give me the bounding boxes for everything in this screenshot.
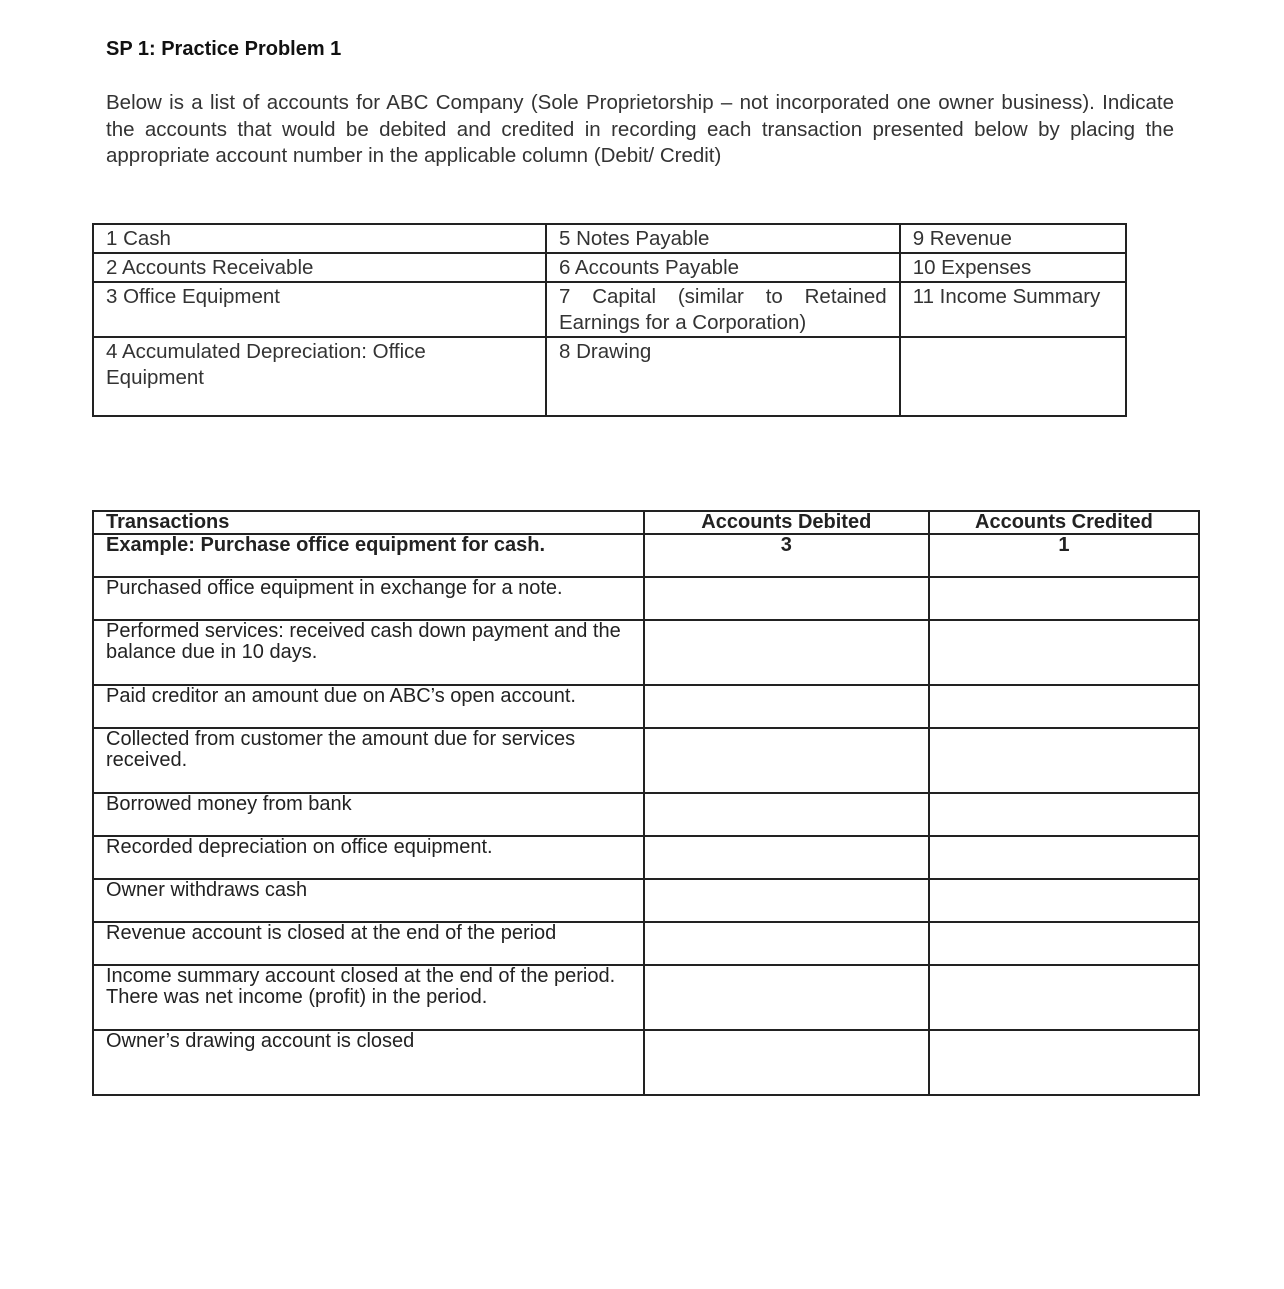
debit-answer-cell[interactable] xyxy=(644,965,929,1030)
accounts-debited-header: Accounts Debited xyxy=(644,511,929,534)
transaction-text: Purchased office equipment in exchange for a note. xyxy=(93,577,644,620)
account-5-cell: 5 Notes Payable xyxy=(546,224,900,253)
page-title: SP 1: Practice Problem 1 xyxy=(106,38,342,60)
account-6-cell: 6 Accounts Payable xyxy=(546,253,900,282)
account-1-cell: 1 Cash xyxy=(93,224,546,253)
transaction-text: Revenue account is closed at the end of the period xyxy=(93,922,644,965)
debit-answer-cell[interactable] xyxy=(644,685,929,728)
account-4-cell: 4 Accumulated Depreciation: Office Equipment xyxy=(93,337,546,416)
account-11-cell: 11 Income Summary xyxy=(900,282,1126,337)
account-2-cell: 2 Accounts Receivable xyxy=(93,253,546,282)
transaction-text: Owner’s drawing account is closed xyxy=(93,1030,644,1095)
credit-answer-cell[interactable] xyxy=(929,728,1199,793)
account-9-cell: 9 Revenue xyxy=(900,224,1126,253)
transaction-text: Owner withdraws cash xyxy=(93,879,644,922)
example-debit: 3 xyxy=(644,534,929,577)
debit-answer-cell[interactable] xyxy=(644,879,929,922)
transaction-text: Paid creditor an amount due on ABC’s open account. xyxy=(93,685,644,728)
accounts-credited-header: Accounts Credited xyxy=(929,511,1199,534)
credit-answer-cell[interactable] xyxy=(929,1030,1199,1095)
account-3-cell: 3 Office Equipment xyxy=(93,282,546,337)
credit-answer-cell[interactable] xyxy=(929,620,1199,685)
example-credit: 1 xyxy=(929,534,1199,577)
transaction-text: Income summary account closed at the end of the period. There was net income (profit) in the period. xyxy=(93,965,644,1030)
empty-account-cell xyxy=(900,337,1126,416)
credit-answer-cell[interactable] xyxy=(929,922,1199,965)
credit-answer-cell[interactable] xyxy=(929,577,1199,620)
instructions-paragraph: Below is a list of accounts for ABC Company (Sole Proprietorship – not incorporated one owner business). Indicate the accounts that would be debited and credited in recording each transaction presented below by placing the appropriate account number in the applicable column (Debit/ Credit) xyxy=(106,91,1174,167)
credit-answer-cell[interactable] xyxy=(929,879,1199,922)
credit-answer-cell[interactable] xyxy=(929,685,1199,728)
credit-answer-cell[interactable] xyxy=(929,965,1199,1030)
debit-answer-cell[interactable] xyxy=(644,620,929,685)
transaction-text: Collected from customer the amount due for services received. xyxy=(93,728,644,793)
credit-answer-cell[interactable] xyxy=(929,793,1199,836)
credit-answer-cell[interactable] xyxy=(929,836,1199,879)
account-7-cell: 7 Capital (similar to Retained Earnings for a Corporation) xyxy=(546,282,900,337)
account-8-cell: 8 Drawing xyxy=(546,337,900,416)
accounts-list-table xyxy=(92,223,1127,417)
debit-answer-cell[interactable] xyxy=(644,922,929,965)
account-10-cell: 10 Expenses xyxy=(900,253,1126,282)
debit-answer-cell[interactable] xyxy=(644,793,929,836)
transactions-header: Transactions xyxy=(93,511,644,534)
debit-answer-cell[interactable] xyxy=(644,836,929,879)
transaction-text: Borrowed money from bank xyxy=(93,793,644,836)
transaction-text: Recorded depreciation on office equipment. xyxy=(93,836,644,879)
example-transaction: Example: Purchase office equipment for cash. xyxy=(93,534,644,577)
debit-answer-cell[interactable] xyxy=(644,577,929,620)
debit-answer-cell[interactable] xyxy=(644,728,929,793)
transactions-table xyxy=(92,510,1200,1096)
transaction-text: Performed services: received cash down payment and the balance due in 10 days. xyxy=(93,620,644,685)
debit-answer-cell[interactable] xyxy=(644,1030,929,1095)
